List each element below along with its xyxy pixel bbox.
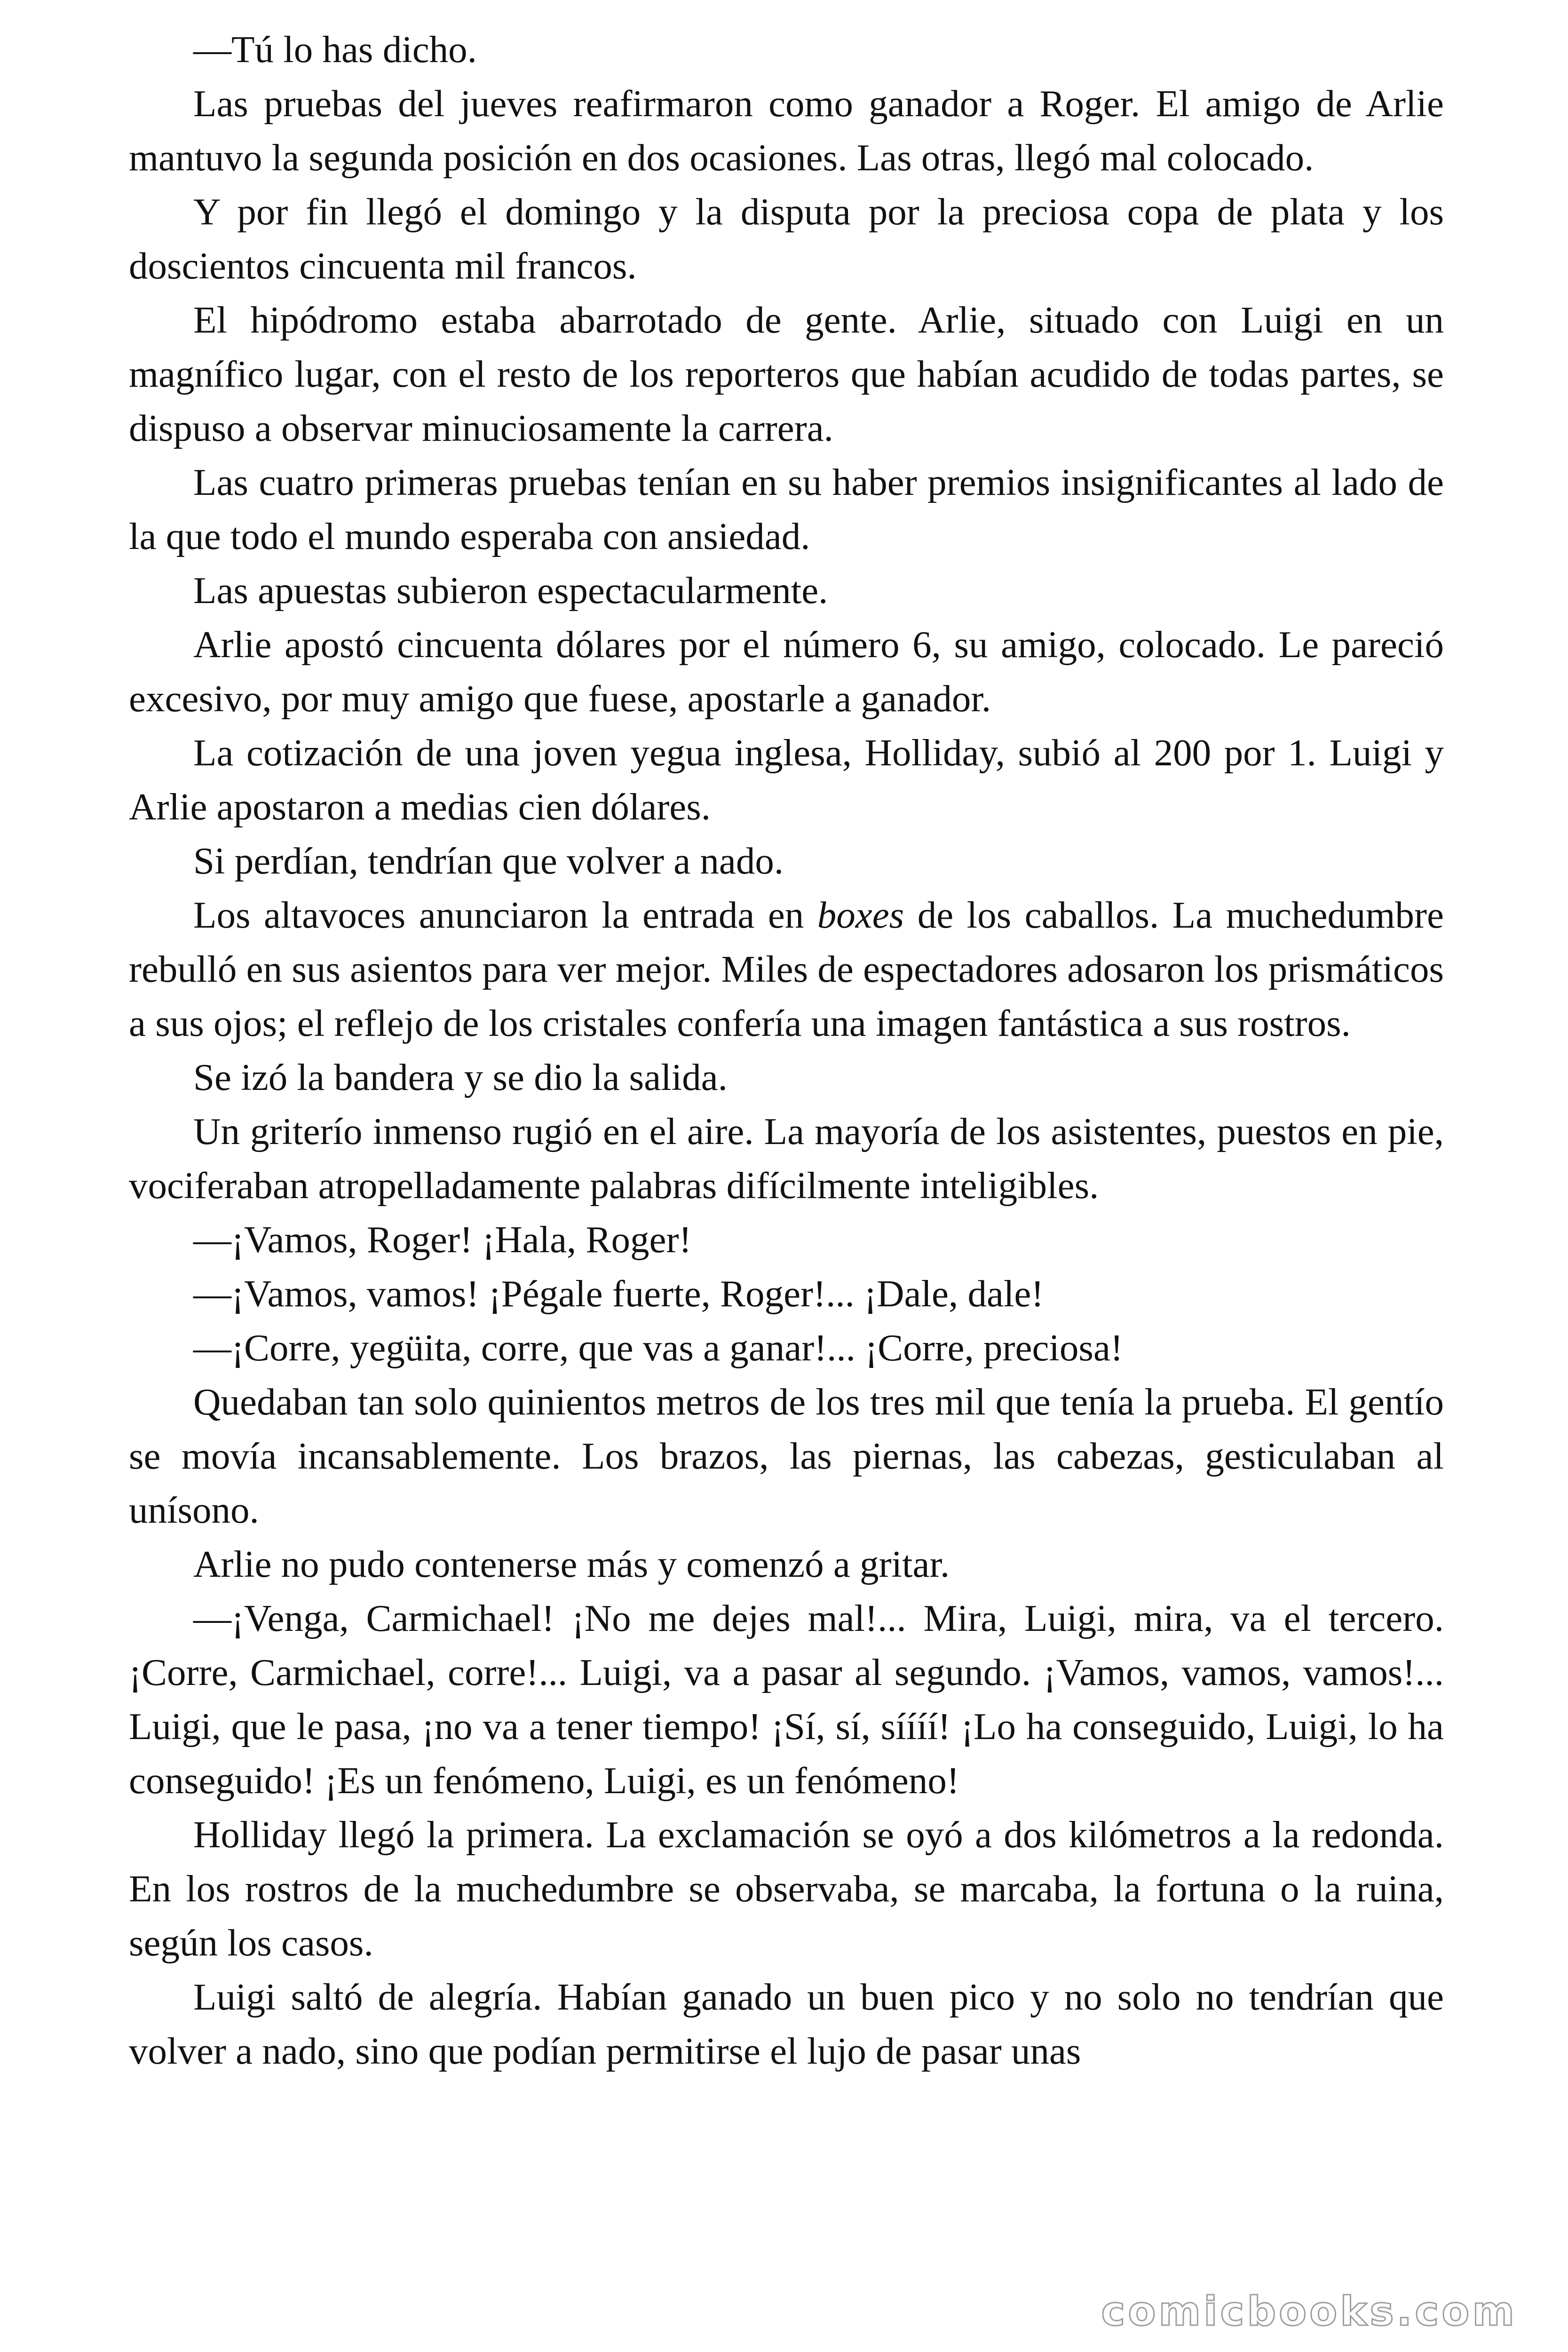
paragraph: Arlie no pudo contenerse más y comenzó a gritar.: [193, 1543, 950, 1585]
page-text: [129, 23, 1444, 2078]
italic-word: boxes: [817, 894, 904, 936]
paragraph: —Tú lo has dicho.: [193, 28, 477, 71]
paragraph: El hipódromo estaba abarrotado de gente. Arlie, situado con Luigi en un magnífico lugar, con el resto de los reporteros que habían acudido de todas partes, se dispuso a observar minuciosamente la carrera.: [129, 299, 1444, 449]
paragraph: La cotización de una joven yegua inglesa, Holliday, subió al 200 por 1. Luigi y Arlie apostaron a medias cien dólares.: [129, 731, 1444, 828]
paragraph: —¡Vamos, Roger! ¡Hala, Roger!: [193, 1218, 692, 1261]
paragraph: Si perdían, tendrían que volver a nado.: [193, 840, 784, 882]
paragraph: Las cuatro primeras pruebas tenían en su haber premios insignificantes al lado de la que todo el mundo esperaba con ansiedad.: [129, 461, 1444, 557]
paragraph: —¡Vamos, vamos! ¡Pégale fuerte, Roger!... ¡Dale, dale!: [193, 1272, 1044, 1315]
paragraph: Luigi saltó de alegría. Habían ganado un buen pico y no solo no tendrían que volver a nado, sino que podían permitirse el lujo de pasar unas: [129, 1976, 1444, 2072]
paragraph: Se izó la bandera y se dio la salida.: [193, 1056, 728, 1098]
paragraph: Arlie apostó cincuenta dólares por el número 6, su amigo, colocado. Le pareció excesivo, por muy amigo que fuese, apostarle a ganador.: [129, 623, 1444, 720]
paragraph: Las apuestas subieron espectacularmente.: [193, 569, 828, 612]
paragraph: —¡Venga, Carmichael! ¡No me dejes mal!... Mira, Luigi, mira, va el tercero. ¡Corre, Carmichael, corre!... Luigi, va a pasar al segundo. ¡Vamos, vamos, vamos!... Luigi, que le pasa, ¡no va a tener tiempo! ¡Sí, sí, síííí! ¡Lo ha conseguido, Luigi, lo ha conseguido! ¡Es un fenómeno, Luigi, es un fenómeno!: [129, 1597, 1444, 1802]
paragraph: Y por fin llegó el domingo y la disputa por la preciosa copa de plata y los doscientos cincuenta mil francos.: [129, 191, 1444, 287]
paragraph: Holliday llegó la primera. La exclamación se oyó a dos kilómetros a la redonda. En los rostros de la muchedumbre se observaba, se marcaba, la fortuna o la ruina, según los casos.: [129, 1813, 1444, 1964]
paragraph: Un griterío inmenso rugió en el aire. La mayoría de los asistentes, puestos en pie, vociferaban atropelladamente palabras difícilmente inteligibles.: [129, 1110, 1444, 1207]
watermark: comicbooks.com: [1101, 2288, 1517, 2335]
paragraph: Las pruebas del jueves reafirmaron como ganador a Roger. El amigo de Arlie mantuvo la segunda posición en dos ocasiones. Las otras, llegó mal colocado.: [129, 82, 1444, 179]
paragraph: Los altavoces anunciaron la entrada en boxes de los caballos. La muchedumbre rebulló en sus asientos para ver mejor. Miles de espectadores adosaron los prismáticos a sus ojos; el reflejo de los cristales confería una imagen fantástica a sus rostros.: [129, 894, 1444, 1044]
paragraph: —¡Corre, yegüita, corre, que vas a ganar!... ¡Corre, preciosa!: [193, 1327, 1123, 1369]
paragraph: Quedaban tan solo quinientos metros de los tres mil que tenía la prueba. El gentío se movía incansablemente. Los brazos, las piernas, las cabezas, gesticulaban al unísono.: [129, 1381, 1444, 1531]
